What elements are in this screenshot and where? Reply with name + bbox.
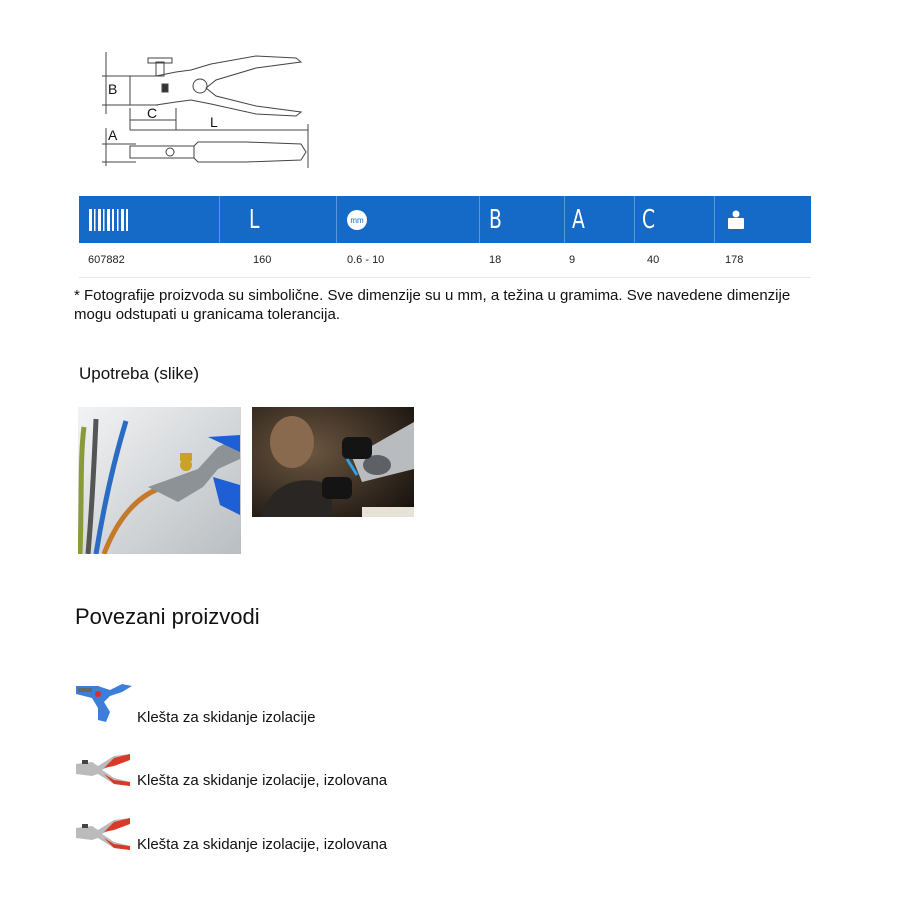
cell-l: 160 — [253, 254, 272, 266]
blue-stripper-icon — [74, 682, 134, 724]
cell-a: 9 — [569, 254, 576, 266]
related-heading: Povezani proizvodi — [75, 604, 260, 629]
mm-icon-text: mm — [350, 215, 364, 225]
cell-range: 0.6 - 10 — [347, 254, 385, 266]
usage-heading: Upotreba (slike) — [79, 364, 199, 383]
related-item[interactable] — [74, 752, 494, 802]
header-cell-l — [219, 196, 316, 243]
spec-table — [79, 196, 811, 278]
header-letter-l: L — [249, 204, 260, 235]
usage-image-worker[interactable] — [252, 407, 414, 517]
related-item[interactable] — [74, 816, 494, 866]
header-cell-range — [336, 196, 479, 243]
dim-label-a: A — [108, 127, 118, 143]
header-cell-weight — [714, 196, 811, 243]
dim-label-l: L — [210, 114, 218, 130]
header-letter-a: A — [572, 204, 585, 235]
related-item[interactable] — [74, 682, 494, 732]
header-cell-code — [79, 196, 219, 243]
red-stripper-icon — [74, 752, 134, 794]
header-cell-b — [479, 196, 564, 243]
header-cell-c — [634, 196, 714, 243]
mm-range-icon — [346, 209, 368, 231]
technical-drawing — [96, 48, 316, 180]
header-letter-c: C — [642, 204, 656, 235]
usage-image-wires[interactable] — [78, 407, 241, 554]
dim-label-c: C — [147, 105, 158, 121]
table-row — [79, 243, 811, 278]
related-item-label[interactable]: Klešta za skidanje izolacije, izolovana — [137, 836, 388, 853]
dim-label-b: B — [108, 81, 118, 97]
barcode-icon — [89, 209, 129, 231]
cell-b: 18 — [489, 254, 502, 266]
weight-icon — [726, 210, 746, 230]
red-stripper-icon — [74, 816, 134, 858]
cell-c: 40 — [647, 254, 660, 266]
cell-code: 607882 — [88, 254, 125, 266]
related-item-label[interactable]: Klešta za skidanje izolacije, izolovana — [137, 772, 388, 789]
header-letter-b: B — [489, 204, 502, 235]
header-cell-a — [564, 196, 634, 243]
spec-table-header — [79, 196, 811, 243]
footnote: * Fotografije proizvoda su simbolične. Sve dimenzije su u mm, a težina u gramima. Sve navedene dimenzije mogu odstupati u granicama tolerancija. — [74, 287, 791, 323]
related-item-label[interactable]: Klešta za skidanje izolacije — [137, 709, 316, 726]
cell-weight: 178 — [725, 254, 744, 266]
